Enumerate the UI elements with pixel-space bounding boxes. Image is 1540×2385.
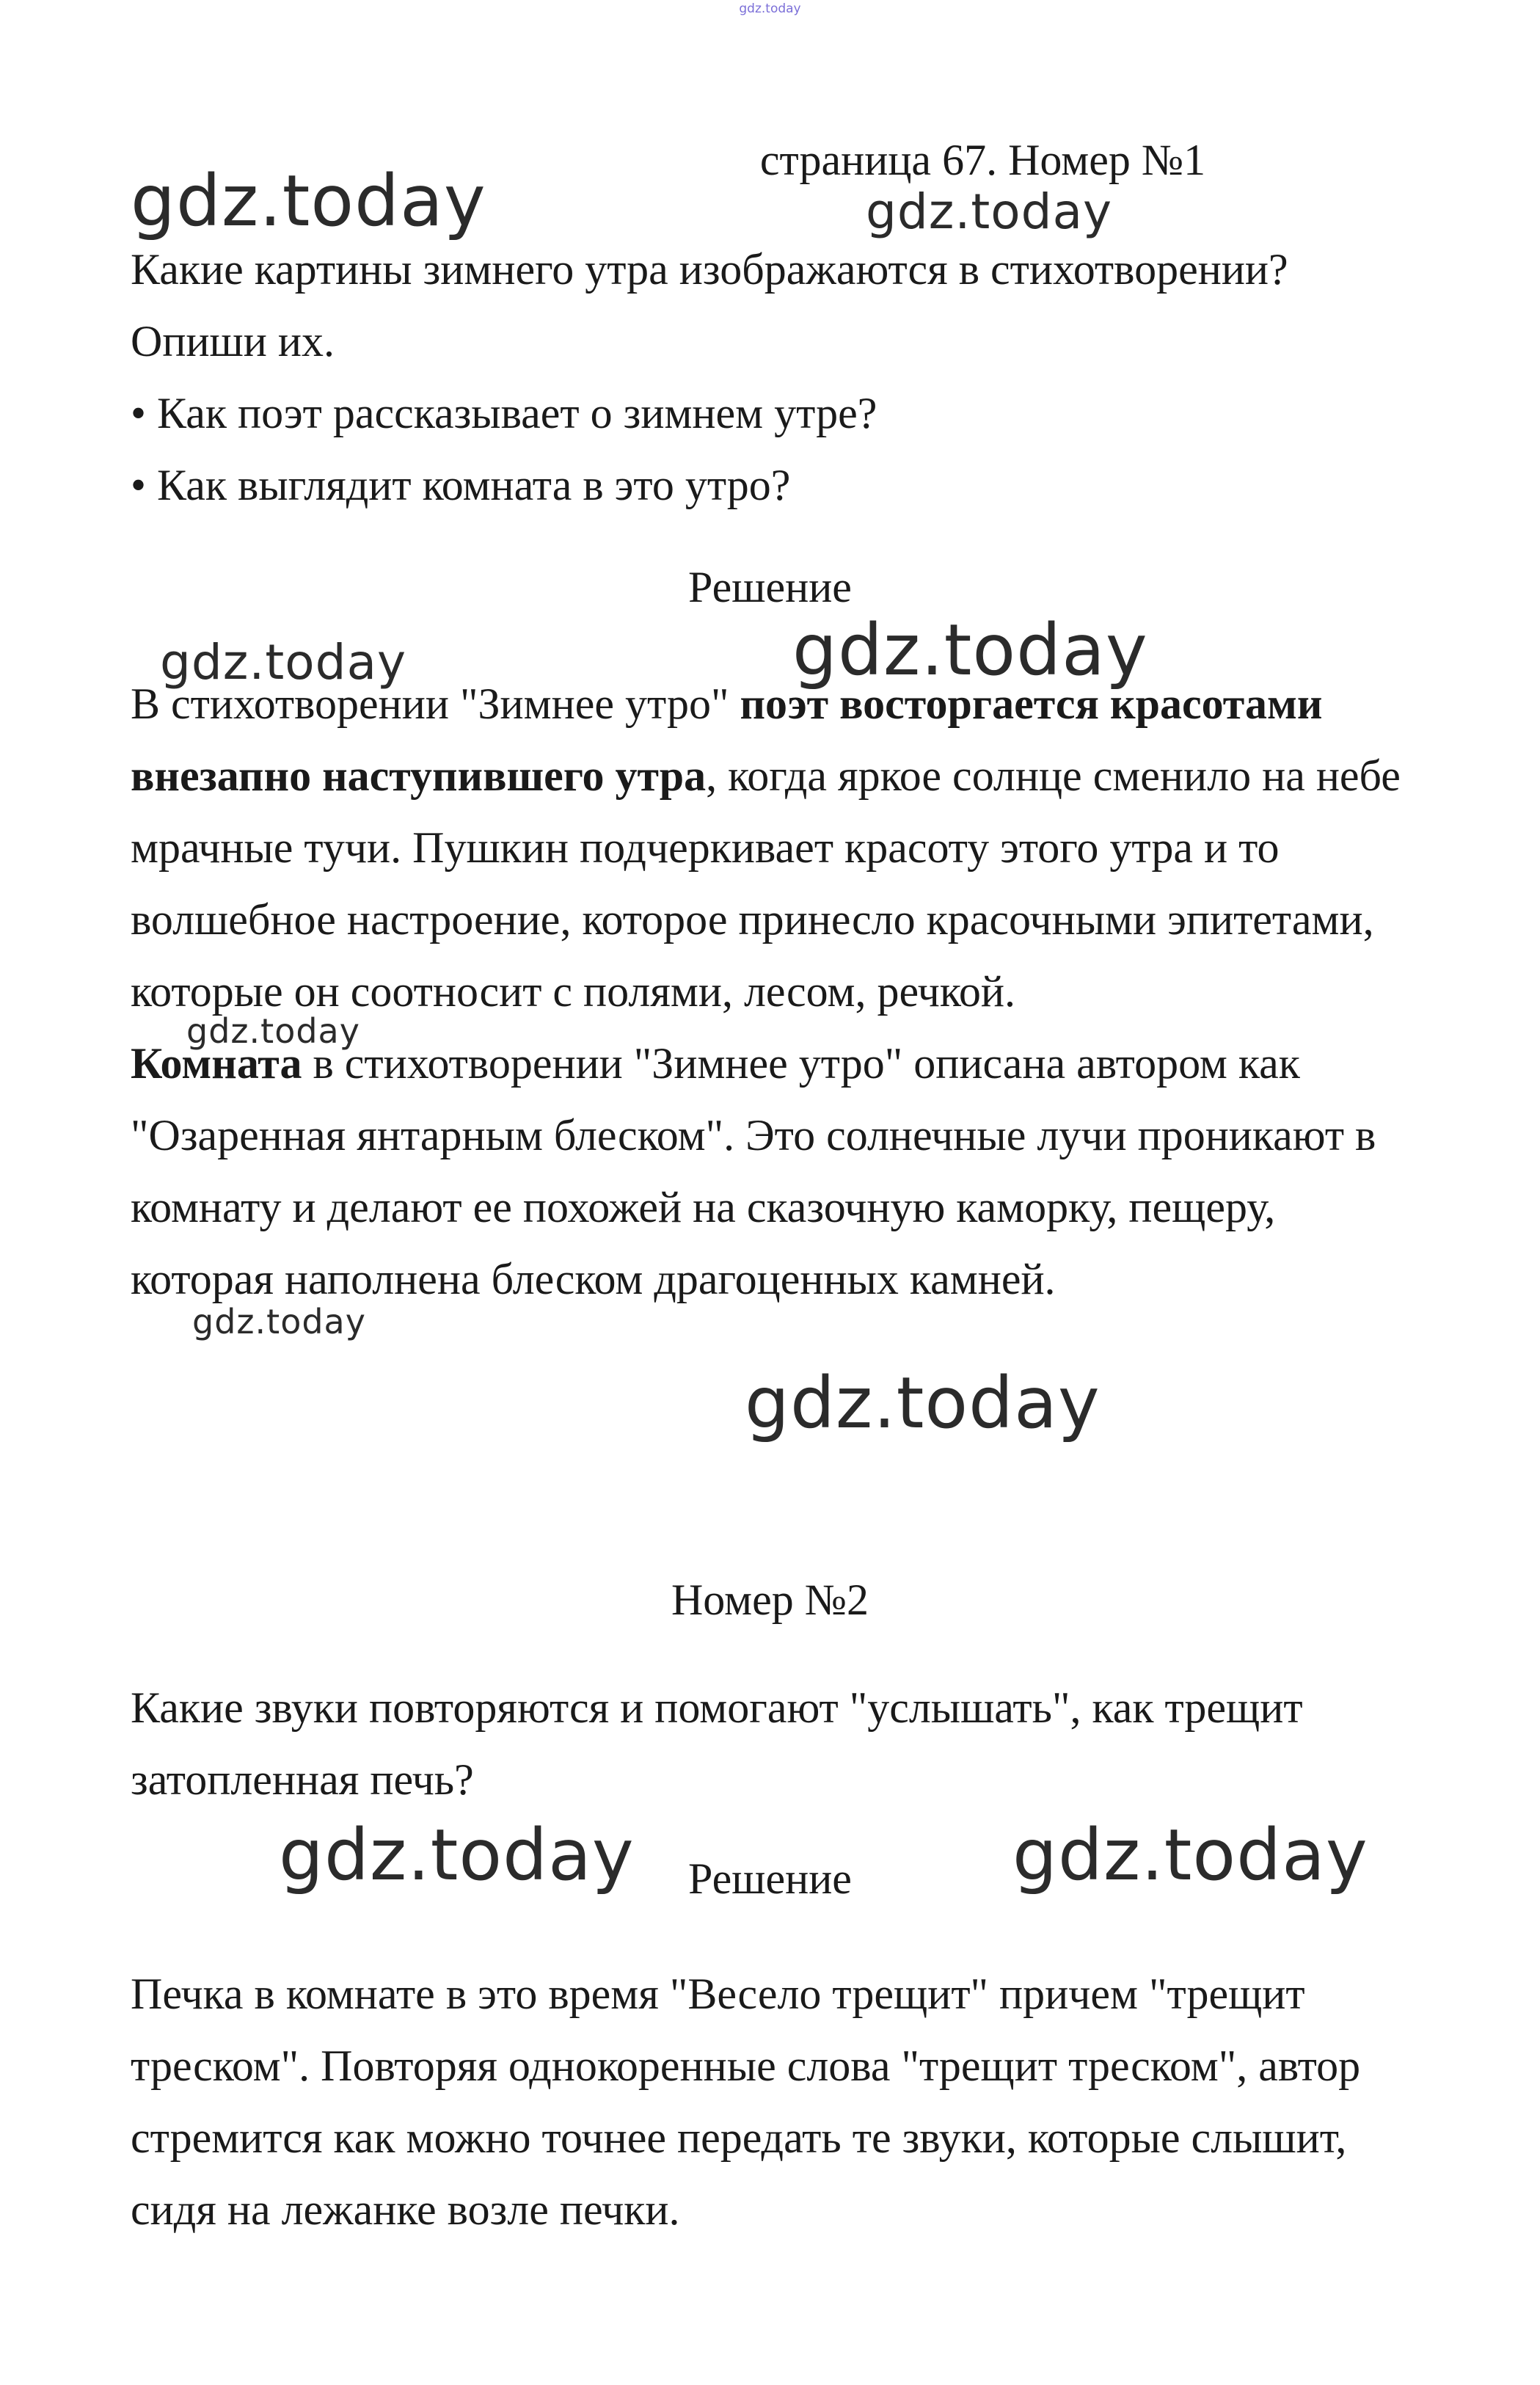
- watermark: gdz.today: [192, 1302, 366, 1341]
- answer-p1-emphasis: поэт восторгается красотами внезапно наступившего утра: [131, 680, 1323, 800]
- watermark: gdz.today: [131, 160, 486, 242]
- task1-bullet-2: • Как выглядит комната в это утро?: [131, 461, 791, 509]
- task1-bullet-1: • Как поэт рассказывает о зимнем утре?: [131, 389, 877, 437]
- task1-answer: [131, 668, 1422, 1315]
- task2-solution-label: Решение: [688, 1854, 852, 1903]
- watermark: gdz.today: [745, 1362, 1101, 1444]
- watermark: gdz.today: [279, 1814, 635, 1896]
- watermark: gdz.today: [1012, 1814, 1368, 1896]
- watermark: gdz.today: [160, 634, 407, 691]
- answer-p1-lead: В стихотворении "Зимнее утро": [131, 680, 740, 728]
- answer-p2-emphasis: Комната: [131, 1039, 302, 1088]
- task1-solution-label: Решение: [688, 563, 852, 611]
- site-mark: gdz.today: [739, 1, 801, 16]
- task1-question: [131, 233, 1422, 521]
- watermark: gdz.today: [186, 1011, 360, 1051]
- task1-answer-paragraph-2: [131, 1027, 1422, 1315]
- page-heading: страница 67. Номер №1: [759, 136, 1206, 184]
- answer-p2-rest: в стихотворении "Зимнее утро" описана автором как "Озаренная янтарным блеском". Это солнечные лучи проникают в комнату и делают ее похожей на сказочную каморку, пещеру, которая наполнена блеском драгоценных камней.: [131, 1039, 1376, 1303]
- watermark: gdz.today: [866, 183, 1113, 240]
- task1-question-text: Какие картины зимнего утра изображаются в стихотворении? Опиши их.: [131, 245, 1288, 365]
- answer-p1-rest: , когда яркое солнце сменило на небе мрачные тучи. Пушкин подчеркивает красоту этого утра и то волшебное настроение, которое принесло красочными эпитетами, которые он соотносит с полями, лесом, речкой.: [131, 751, 1401, 1016]
- watermark: gdz.today: [792, 609, 1148, 691]
- task2-answer: Печка в комнате в это время "Весело трещит" причем "трещит треском". Повторяя однокоренные слова "трещит треском", автор стремится как можно точнее передать те звуки, которые слышит, сидя на лежанке возле печки.: [131, 1970, 1361, 2234]
- task1-answer-paragraph-1: [131, 668, 1422, 1027]
- task2-heading: Номер №2: [671, 1576, 869, 1624]
- task2-question: Какие звуки повторяются и помогают "услышать", как трещит затопленная печь?: [131, 1683, 1303, 1804]
